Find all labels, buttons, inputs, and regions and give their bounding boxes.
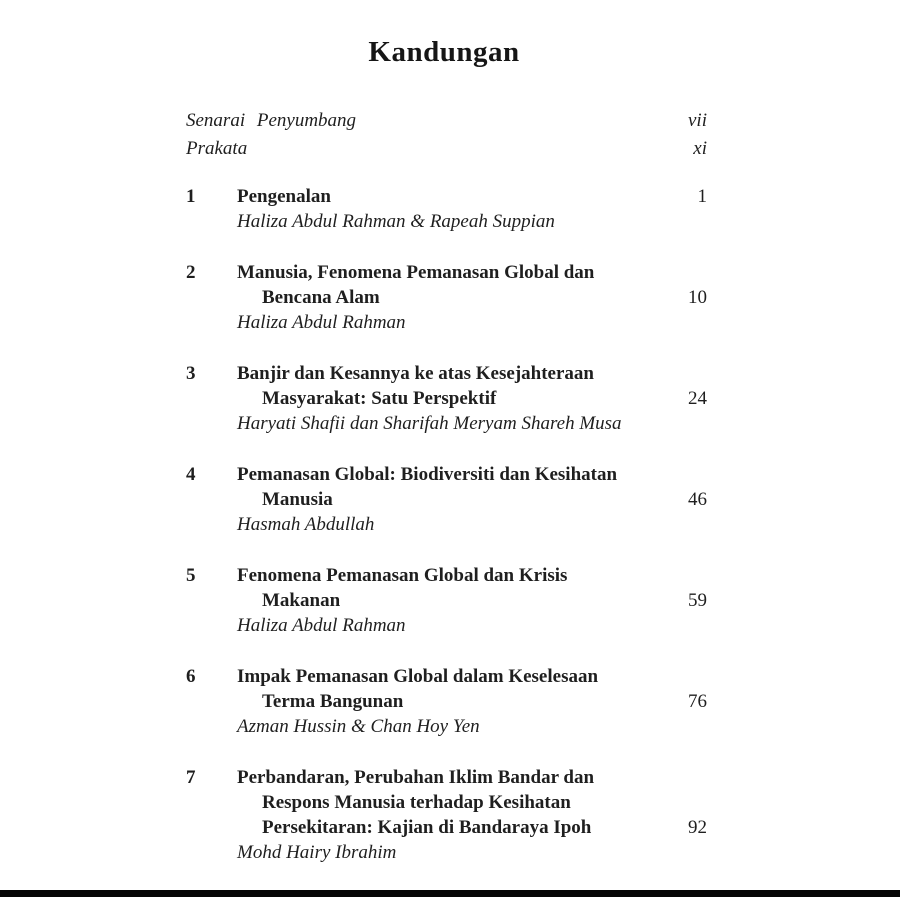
toc-entry-title-row [186, 790, 707, 815]
toc-content [186, 107, 707, 891]
toc-entry-title-row [186, 815, 707, 840]
toc-entry-author-row [186, 512, 707, 537]
chapter-title-line: Impak Pemanasan Global dalam Keselesaan [237, 666, 599, 687]
toc-entry-4 [186, 462, 707, 537]
chapter-number-spacer [186, 411, 237, 436]
toc-entry-6 [186, 664, 707, 739]
toc-entry-5 [186, 563, 707, 638]
front-matter-label: Senarai Penyumbang [186, 110, 357, 131]
chapter-authors: Haliza Abdul Rahman [237, 312, 406, 333]
toc-entry-title-row [186, 765, 707, 790]
toc-entry-title-row [186, 260, 707, 285]
chapter-number: 2 [186, 262, 196, 283]
toc-entry-author-row [186, 840, 707, 865]
chapter-title-line: Manusia, Fenomena Pemanasan Global dan [237, 262, 595, 283]
chapter-number-spacer [186, 840, 237, 865]
chapter-number-spacer [186, 815, 237, 840]
chapter-number: 1 [186, 186, 196, 207]
chapter-number-spacer [186, 386, 237, 411]
chapter-number: 5 [186, 565, 196, 586]
chapter-authors: Azman Hussin & Chan Hoy Yen [237, 716, 480, 737]
chapter-page-number: 1 [697, 186, 707, 207]
chapter-number-spacer [186, 512, 237, 537]
chapter-title-line: Makanan [262, 590, 341, 611]
toc-entry-author-row [186, 310, 707, 335]
front-matter-page-number: xi [693, 138, 707, 159]
chapter-number-spacer [186, 285, 237, 310]
chapter-title-line: Perbandaran, Perubahan Iklim Bandar dan [237, 767, 595, 788]
toc-entry-title-row [186, 487, 707, 512]
chapter-page-number: 59 [688, 590, 707, 611]
toc-entry-title-row [186, 689, 707, 714]
toc-entry-title-row [186, 664, 707, 689]
toc-entry-title-row [186, 588, 707, 613]
chapter-page-number: 92 [688, 817, 707, 838]
chapter-page-number: 24 [688, 388, 707, 409]
toc-entry-3 [186, 361, 707, 436]
chapter-authors: Hasmah Abdullah [237, 514, 375, 535]
chapter-title-line: Respons Manusia terhadap Kesihatan [262, 792, 571, 813]
chapter-number-spacer [186, 714, 237, 739]
front-matter-row [186, 135, 707, 163]
chapter-number-spacer [186, 689, 237, 714]
chapter-number: 3 [186, 363, 196, 384]
chapter-title-line: Fenomena Pemanasan Global dan Krisis [237, 565, 568, 586]
toc-entry-title-row [186, 361, 707, 386]
chapter-number-spacer [186, 588, 237, 613]
chapter-title-line: Pemanasan Global: Biodiversiti dan Kesihatan [237, 464, 618, 485]
toc-entry-title-row [186, 386, 707, 411]
toc-entry-author-row [186, 209, 707, 234]
toc-entry-title-row [186, 285, 707, 310]
toc-entry-author-row [186, 613, 707, 638]
front-matter-section [186, 107, 707, 163]
scan-edge-artifact [0, 890, 900, 897]
chapter-title-line: Terma Bangunan [262, 691, 404, 712]
toc-entry-7 [186, 765, 707, 865]
chapter-number-spacer [186, 790, 237, 815]
toc-entry-author-row [186, 714, 707, 739]
chapter-number: 4 [186, 464, 196, 485]
chapter-authors: Haliza Abdul Rahman & Rapeah Suppian [237, 211, 555, 232]
front-matter-page-number: vii [688, 110, 707, 131]
chapter-title-line: Pengenalan [237, 186, 331, 207]
chapter-page-number: 46 [688, 489, 707, 510]
front-matter-label: Prakata [186, 138, 248, 159]
chapter-title-line: Bencana Alam [262, 287, 380, 308]
chapter-number-spacer [186, 613, 237, 638]
chapter-page-number: 76 [688, 691, 707, 712]
chapter-title-line: Masyarakat: Satu Perspektif [262, 388, 497, 409]
chapter-number: 7 [186, 767, 196, 788]
chapter-number-spacer [186, 310, 237, 335]
chapter-authors: Mohd Hairy Ibrahim [237, 842, 397, 863]
chapter-title-line: Persekitaran: Kajian di Bandaraya Ipoh [262, 817, 592, 838]
chapter-authors: Haliza Abdul Rahman [237, 615, 406, 636]
chapter-page-number: 10 [688, 287, 707, 308]
chapter-number: 6 [186, 666, 196, 687]
chapter-title-line: Banjir dan Kesannya ke atas Kesejahteraan [237, 363, 594, 384]
chapter-authors: Haryati Shafii dan Sharifah Meryam Shareh Musa [237, 413, 622, 434]
chapter-number-spacer [186, 487, 237, 512]
front-matter-row [186, 107, 707, 135]
toc-entry-2 [186, 260, 707, 335]
toc-entry-1 [186, 184, 707, 234]
chapter-number-spacer [186, 209, 237, 234]
chapter-title-line: Manusia [262, 489, 333, 510]
toc-entry-title-row [186, 184, 707, 209]
toc-entry-title-row [186, 462, 707, 487]
toc-entry-author-row [186, 411, 707, 436]
toc-entry-title-row [186, 563, 707, 588]
page-title: Kandungan [368, 36, 520, 69]
